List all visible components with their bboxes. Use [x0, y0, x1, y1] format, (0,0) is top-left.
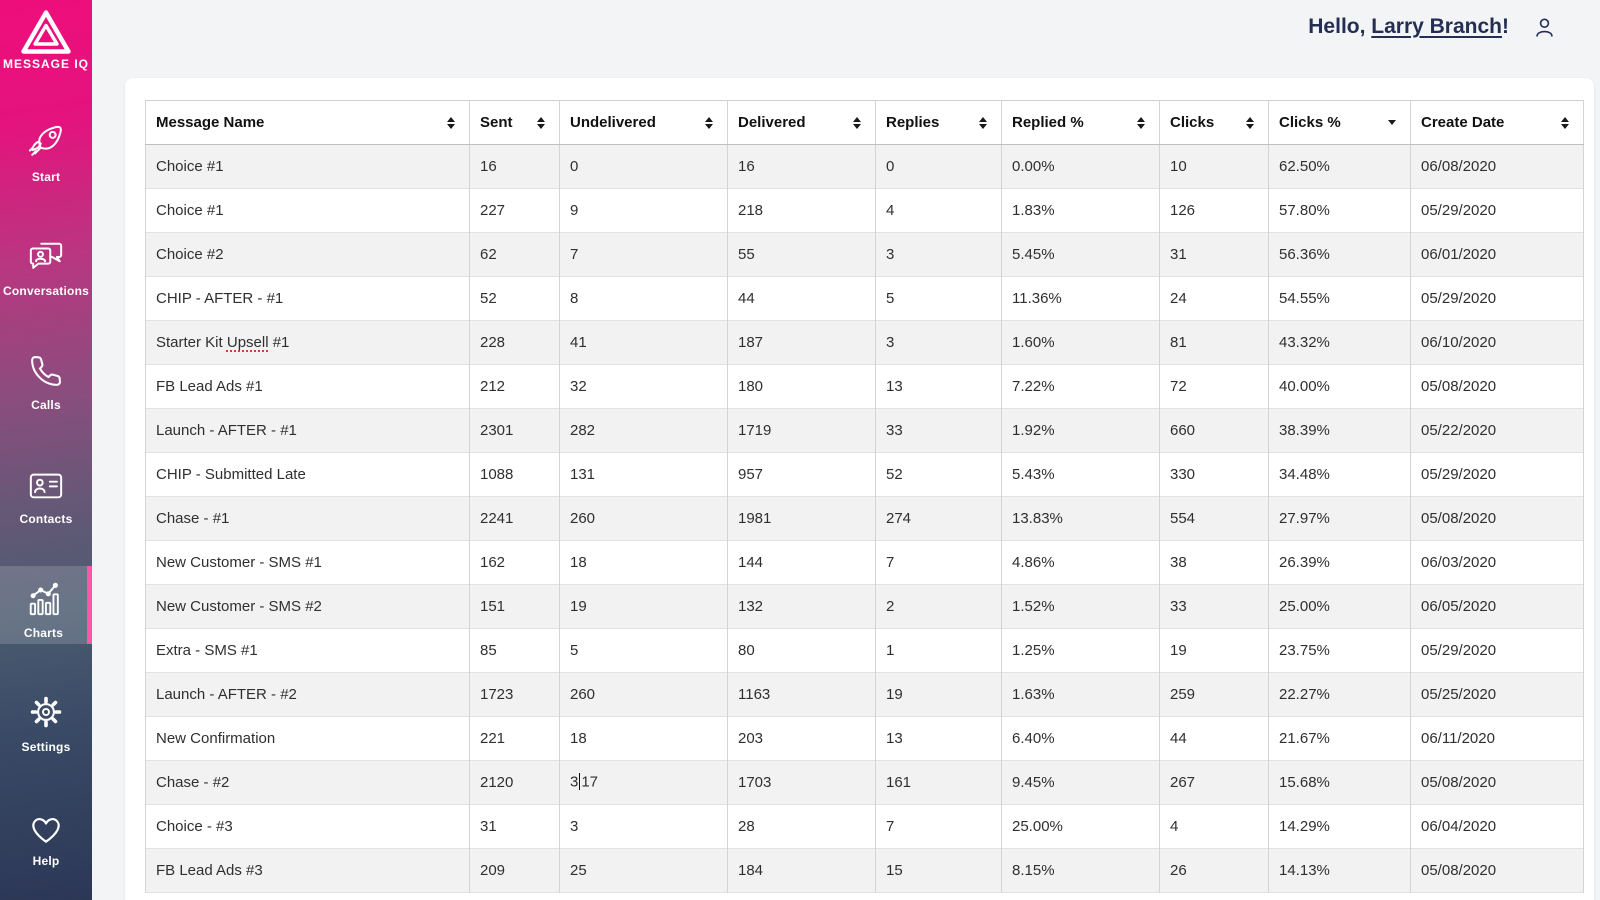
cell-message-name: Choice - #3 — [146, 805, 470, 849]
table-header-row — [146, 101, 1584, 145]
cell-message-name: New Customer - SMS #1 — [146, 541, 470, 585]
cell-create-date: 06/03/2020 — [1411, 541, 1584, 585]
cell-sent: 228 — [470, 321, 560, 365]
column-header-sent[interactable] — [470, 101, 560, 145]
cell-replies: 0 — [876, 145, 1002, 189]
cell-undelivered: 7 — [560, 233, 728, 277]
cell-delivered: 1981 — [728, 497, 876, 541]
sidebar-item-help[interactable] — [0, 794, 92, 872]
table-row[interactable] — [146, 849, 1584, 893]
user-profile-icon[interactable] — [1533, 16, 1556, 39]
cell-sent: 62 — [470, 233, 560, 277]
cell-replied-pct: 8.15% — [1002, 849, 1160, 893]
table-row[interactable] — [146, 277, 1584, 321]
cell-clicks: 44 — [1160, 717, 1269, 761]
cell-replies: 33 — [876, 409, 1002, 453]
cell-message-name: Chase - #1 — [146, 497, 470, 541]
cell-clicks: 33 — [1160, 585, 1269, 629]
cell-clicks-pct: 56.36% — [1269, 233, 1411, 277]
cell-delivered: 218 — [728, 189, 876, 233]
cell-sent: 2120 — [470, 761, 560, 805]
table-row[interactable] — [146, 233, 1584, 277]
cell-clicks: 31 — [1160, 233, 1269, 277]
table-row[interactable] — [146, 453, 1584, 497]
cell-clicks: 4 — [1160, 805, 1269, 849]
cell-clicks-pct: 34.48% — [1269, 453, 1411, 497]
cell-clicks-pct: 14.13% — [1269, 849, 1411, 893]
cell-replies: 19 — [876, 673, 1002, 717]
cell-create-date: 06/01/2020 — [1411, 233, 1584, 277]
cell-clicks: 72 — [1160, 365, 1269, 409]
column-label: Undelivered — [570, 114, 656, 131]
column-label: Replied % — [1012, 114, 1084, 131]
cell-sent: 227 — [470, 189, 560, 233]
cell-delivered: 132 — [728, 585, 876, 629]
cell-replied-pct: 9.45% — [1002, 761, 1160, 805]
cell-message-name: Chase - #2 — [146, 761, 470, 805]
cell-sent: 31 — [470, 805, 560, 849]
cell-create-date: 06/11/2020 — [1411, 717, 1584, 761]
cell-clicks: 24 — [1160, 277, 1269, 321]
table-row[interactable] — [146, 805, 1584, 849]
cell-replied-pct: 1.60% — [1002, 321, 1160, 365]
cell-clicks-pct: 15.68% — [1269, 761, 1411, 805]
cell-replied-pct: 5.45% — [1002, 233, 1160, 277]
sort-icon[interactable] — [537, 117, 545, 129]
cell-create-date: 05/08/2020 — [1411, 365, 1584, 409]
cell-sent: 1088 — [470, 453, 560, 497]
cell-clicks: 19 — [1160, 629, 1269, 673]
cell-sent: 221 — [470, 717, 560, 761]
cell-message-name: New Confirmation — [146, 717, 470, 761]
sort-icon[interactable] — [1137, 117, 1145, 129]
sidebar-item-start[interactable] — [0, 110, 92, 188]
cell-sent: 151 — [470, 585, 560, 629]
sidebar-item-label: Start — [31, 170, 61, 184]
cell-create-date: 05/25/2020 — [1411, 673, 1584, 717]
greeting-prefix: Hello, — [1308, 15, 1372, 38]
table-row[interactable] — [146, 717, 1584, 761]
cell-replies: 7 — [876, 805, 1002, 849]
sidebar-item-settings[interactable] — [0, 680, 92, 758]
brand — [0, 0, 92, 96]
cell-delivered: 80 — [728, 629, 876, 673]
chat-bubbles-icon — [25, 239, 67, 275]
cell-message-name: New Customer - SMS #2 — [146, 585, 470, 629]
cell-clicks-pct: 14.29% — [1269, 805, 1411, 849]
cell-clicks-pct: 54.55% — [1269, 277, 1411, 321]
cell-sent: 16 — [470, 145, 560, 189]
cell-message-name: Launch - AFTER - #1 — [146, 409, 470, 453]
cell-clicks-pct: 40.00% — [1269, 365, 1411, 409]
table-row[interactable] — [146, 365, 1584, 409]
cell-delivered: 184 — [728, 849, 876, 893]
cell-replies: 13 — [876, 717, 1002, 761]
cell-sent: 209 — [470, 849, 560, 893]
cell-replies: 52 — [876, 453, 1002, 497]
table-body — [146, 145, 1584, 893]
sidebar-item-charts[interactable] — [0, 566, 92, 644]
cell-message-name: CHIP - AFTER - #1 — [146, 277, 470, 321]
cell-clicks: 10 — [1160, 145, 1269, 189]
cell-replied-pct: 13.83% — [1002, 497, 1160, 541]
cell-clicks-pct: 26.39% — [1269, 541, 1411, 585]
column-header-replied-pct[interactable] — [1002, 101, 1160, 145]
cell-undelivered: 8 — [560, 277, 728, 321]
cell-delivered: 55 — [728, 233, 876, 277]
cell-undelivered: 260 — [560, 497, 728, 541]
topbar — [92, 0, 1600, 54]
cell-clicks-pct: 57.80% — [1269, 189, 1411, 233]
cell-clicks: 259 — [1160, 673, 1269, 717]
cell-undelivered: 0 — [560, 145, 728, 189]
sidebar-item-label: Charts — [23, 626, 64, 640]
cell-undelivered: 260 — [560, 673, 728, 717]
text-cursor — [579, 773, 580, 790]
cell-create-date: 05/29/2020 — [1411, 629, 1584, 673]
sort-desc-icon[interactable] — [1388, 120, 1396, 125]
cell-replied-pct: 4.86% — [1002, 541, 1160, 585]
table-row[interactable] — [146, 321, 1584, 365]
cell-delivered: 1163 — [728, 673, 876, 717]
cell-message-name: Choice #1 — [146, 145, 470, 189]
table-row[interactable] — [146, 629, 1584, 673]
gear-icon — [27, 693, 65, 731]
sort-icon[interactable] — [979, 117, 987, 129]
cell-clicks-pct: 43.32% — [1269, 321, 1411, 365]
cell-delivered: 16 — [728, 145, 876, 189]
table-row[interactable] — [146, 761, 1584, 805]
cell-clicks-pct: 21.67% — [1269, 717, 1411, 761]
table-row[interactable] — [146, 585, 1584, 629]
cell-create-date: 05/08/2020 — [1411, 849, 1584, 893]
greeting-suffix: ! — [1502, 15, 1509, 38]
cell-undelivered: 18 — [560, 717, 728, 761]
cell-create-date: 06/04/2020 — [1411, 805, 1584, 849]
column-header-create-date[interactable] — [1411, 101, 1584, 145]
cell-clicks-pct: 25.00% — [1269, 585, 1411, 629]
cell-create-date: 06/05/2020 — [1411, 585, 1584, 629]
cell-delivered: 957 — [728, 453, 876, 497]
sidebar-item-calls[interactable] — [0, 338, 92, 416]
sidebar-item-conversations[interactable] — [0, 224, 92, 302]
cell-message-name: Choice #2 — [146, 233, 470, 277]
heart-icon — [27, 811, 65, 845]
sidebar — [0, 0, 92, 900]
cell-sent: 212 — [470, 365, 560, 409]
cell-create-date: 05/29/2020 — [1411, 189, 1584, 233]
cell-replied-pct: 11.36% — [1002, 277, 1160, 321]
sidebar-item-label: Calls — [31, 398, 61, 412]
column-label: Clicks % — [1279, 114, 1341, 131]
cell-replied-pct: 25.00% — [1002, 805, 1160, 849]
cell-clicks: 81 — [1160, 321, 1269, 365]
content-card — [125, 78, 1594, 900]
sort-icon[interactable] — [1246, 117, 1254, 129]
table-row[interactable] — [146, 673, 1584, 717]
sidebar-item-label: Settings — [21, 740, 71, 754]
table-row[interactable] — [146, 145, 1584, 189]
cell-clicks-pct: 27.97% — [1269, 497, 1411, 541]
cell-delivered: 187 — [728, 321, 876, 365]
column-header-replies[interactable] — [876, 101, 1002, 145]
cell-sent: 2301 — [470, 409, 560, 453]
cell-message-name: Starter Kit Upsell #1 — [146, 321, 470, 365]
cell-clicks-pct: 62.50% — [1269, 145, 1411, 189]
cell-clicks: 38 — [1160, 541, 1269, 585]
cell-replies: 2 — [876, 585, 1002, 629]
cell-replied-pct: 7.22% — [1002, 365, 1160, 409]
column-header-clicks[interactable] — [1160, 101, 1269, 145]
cell-clicks-pct: 38.39% — [1269, 409, 1411, 453]
cell-undelivered: 9 — [560, 189, 728, 233]
cell-create-date: 06/08/2020 — [1411, 145, 1584, 189]
table-head — [146, 101, 1584, 145]
cell-replies: 161 — [876, 761, 1002, 805]
sidebar-nav — [0, 96, 92, 900]
column-header-clicks-pct[interactable] — [1269, 101, 1411, 145]
table-row[interactable] — [146, 497, 1584, 541]
sidebar-item-label: Contacts — [19, 512, 73, 526]
bar-chart-icon — [25, 581, 63, 617]
cell-undelivered: 3 — [560, 805, 728, 849]
cell-message-name: FB Lead Ads #1 — [146, 365, 470, 409]
phone-icon — [28, 353, 64, 389]
cell-clicks-pct: 23.75% — [1269, 629, 1411, 673]
column-header-delivered[interactable] — [728, 101, 876, 145]
cell-create-date: 06/10/2020 — [1411, 321, 1584, 365]
cell-delivered: 44 — [728, 277, 876, 321]
sidebar-item-contacts[interactable] — [0, 452, 92, 530]
cell-undelivered: 3 17 — [560, 761, 728, 805]
greeting — [1308, 15, 1509, 39]
cell-replies: 3 — [876, 233, 1002, 277]
cell-clicks: 330 — [1160, 453, 1269, 497]
cell-replied-pct: 6.40% — [1002, 717, 1160, 761]
cell-replies: 15 — [876, 849, 1002, 893]
cell-undelivered: 19 — [560, 585, 728, 629]
cell-clicks: 267 — [1160, 761, 1269, 805]
column-label: Message Name — [156, 114, 265, 131]
cell-message-name: FB Lead Ads #3 — [146, 849, 470, 893]
cell-create-date: 05/29/2020 — [1411, 277, 1584, 321]
cell-replied-pct: 1.92% — [1002, 409, 1160, 453]
cell-sent: 85 — [470, 629, 560, 673]
cell-replied-pct: 1.63% — [1002, 673, 1160, 717]
cell-delivered: 203 — [728, 717, 876, 761]
cell-undelivered: 18 — [560, 541, 728, 585]
cell-replies: 5 — [876, 277, 1002, 321]
cell-replies: 13 — [876, 365, 1002, 409]
sidebar-item-label: Help — [32, 854, 60, 868]
cell-undelivered: 282 — [560, 409, 728, 453]
cell-replies: 7 — [876, 541, 1002, 585]
table-row[interactable] — [146, 189, 1584, 233]
cell-undelivered: 32 — [560, 365, 728, 409]
brand-name: MESSAGE IQ — [2, 57, 89, 71]
message-iq-logo-icon — [17, 9, 75, 55]
cell-sent: 52 — [470, 277, 560, 321]
cell-replied-pct: 5.43% — [1002, 453, 1160, 497]
table-row[interactable] — [146, 409, 1584, 453]
cell-replies: 4 — [876, 189, 1002, 233]
column-label: Create Date — [1421, 114, 1505, 131]
cell-delivered: 1703 — [728, 761, 876, 805]
sidebar-item-label: Conversations — [3, 284, 89, 298]
cell-replied-pct: 1.25% — [1002, 629, 1160, 673]
sort-icon[interactable] — [447, 117, 455, 129]
user-name-link[interactable]: Larry Branch — [1371, 15, 1502, 38]
spellcheck-underline: Upsell — [226, 334, 269, 351]
column-header-undelivered[interactable] — [560, 101, 728, 145]
cell-clicks-pct: 22.27% — [1269, 673, 1411, 717]
cell-create-date: 05/22/2020 — [1411, 409, 1584, 453]
column-label: Sent — [480, 114, 513, 131]
cell-replies: 3 — [876, 321, 1002, 365]
cell-clicks: 660 — [1160, 409, 1269, 453]
cell-message-name: CHIP - Submitted Late — [146, 453, 470, 497]
cell-sent: 162 — [470, 541, 560, 585]
cell-delivered: 144 — [728, 541, 876, 585]
cell-message-name: Launch - AFTER - #2 — [146, 673, 470, 717]
table-row[interactable] — [146, 541, 1584, 585]
cell-undelivered: 131 — [560, 453, 728, 497]
cell-create-date: 05/29/2020 — [1411, 453, 1584, 497]
cell-undelivered: 5 — [560, 629, 728, 673]
column-header-message-name[interactable] — [146, 101, 470, 145]
cell-sent: 1723 — [470, 673, 560, 717]
cell-replied-pct: 1.83% — [1002, 189, 1160, 233]
cell-clicks: 554 — [1160, 497, 1269, 541]
cell-undelivered: 25 — [560, 849, 728, 893]
cell-replied-pct: 0.00% — [1002, 145, 1160, 189]
cell-message-name: Choice #1 — [146, 189, 470, 233]
cell-replies: 274 — [876, 497, 1002, 541]
cell-replied-pct: 1.52% — [1002, 585, 1160, 629]
sort-icon[interactable] — [1561, 117, 1569, 129]
column-label: Delivered — [738, 114, 806, 131]
cell-sent: 2241 — [470, 497, 560, 541]
cell-clicks: 126 — [1160, 189, 1269, 233]
cell-replies: 1 — [876, 629, 1002, 673]
column-label: Replies — [886, 114, 940, 131]
cell-delivered: 28 — [728, 805, 876, 849]
column-label: Clicks — [1170, 114, 1215, 131]
cell-message-name: Extra - SMS #1 — [146, 629, 470, 673]
cell-clicks: 26 — [1160, 849, 1269, 893]
cell-create-date: 05/08/2020 — [1411, 761, 1584, 805]
rocket-icon — [27, 123, 65, 161]
cell-delivered: 180 — [728, 365, 876, 409]
contact-card-icon — [26, 467, 66, 503]
cell-delivered: 1719 — [728, 409, 876, 453]
messages-table — [145, 100, 1584, 893]
sort-icon[interactable] — [705, 117, 713, 129]
cell-undelivered: 41 — [560, 321, 728, 365]
cell-create-date: 05/08/2020 — [1411, 497, 1584, 541]
sort-icon[interactable] — [853, 117, 861, 129]
